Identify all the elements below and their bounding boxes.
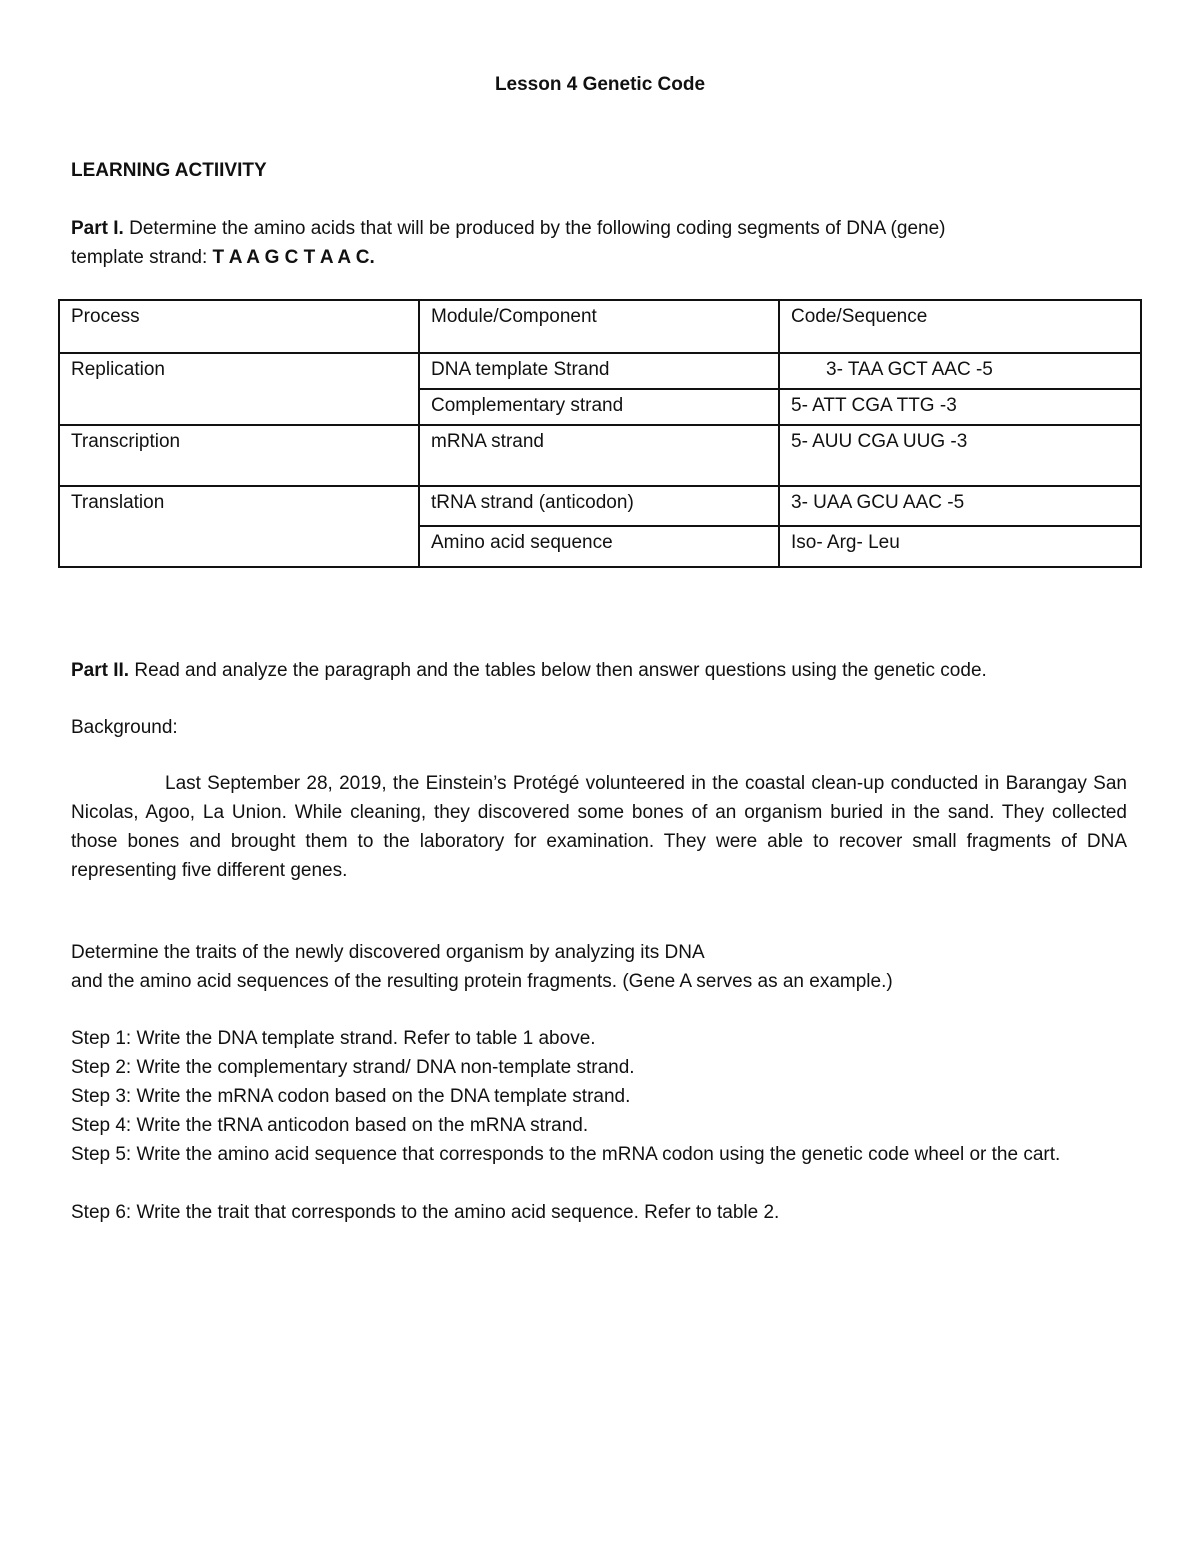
code-cell: Iso- Arg- Leu [779,526,1141,567]
part2-instructions [71,656,1127,685]
part1-instructions [71,214,1127,272]
page-title: Lesson 4 Genetic Code [494,74,706,95]
step-item: Step 3: Write the mRNA codon based on the DNA template strand. [71,1086,631,1107]
table-row [59,425,1141,486]
part2-text: Read and analyze the paragraph and the tables below then answer questions using the genetic code. [129,660,987,681]
steps-list [71,1024,1127,1227]
determine-line-1: Determine the traits of the newly discovered organism by analyzing its DNA [71,942,705,963]
genetic-code-table [58,299,1142,568]
background-label: Background: [71,717,178,738]
step-item: Step 4: Write the tRNA anticodon based on the mRNA strand. [71,1115,589,1136]
code-cell: 3- UAA GCU AAC -5 [779,486,1141,526]
part1-text: Determine the amino acids that will be produced by the following coding segments of DNA (gene) [123,218,946,239]
determine-line-2: and the amino acid sequences of the resulting protein fragments. (Gene A serves as an example.) [71,971,893,992]
step-item: Step 1: Write the DNA template strand. Refer to table 1 above. [71,1028,596,1049]
component-cell: Complementary strand [419,389,779,425]
part2-label: Part II. [71,660,130,681]
step-item: Step 2: Write the complementary strand/ DNA non-template strand. [71,1057,635,1078]
process-transcription: Transcription [59,425,419,486]
process-replication: Replication [59,353,419,425]
part1-label: Part I. [71,218,124,239]
header-code: Code/Sequence [779,300,1141,353]
table-row [59,486,1141,526]
step-item: Step 6: Write the trait that corresponds to the amino acid sequence. Refer to table 2. [71,1202,780,1223]
template-strand: T A A G C T A A C. [212,247,375,268]
header-component: Module/Component [419,300,779,353]
code-cell: 3- TAA GCT AAC -5 [779,353,1141,389]
process-translation: Translation [59,486,419,567]
header-process: Process [59,300,419,353]
code-cell: 5- ATT CGA TTG -3 [779,389,1141,425]
background-paragraph: Last September 28, 2019, the Einstein’s Protégé volunteered in the coastal clean-up conducted in Barangay San Nicolas, Agoo, La Union. While cleaning, they discovered some bones of an organism buried in the sand. They collected those bones and brought them to the laboratory for examination. They were able to recover small fragments of DNA representing five different genes. [71,773,1127,881]
section-heading: LEARNING ACTIIVITY [71,160,267,181]
component-cell: mRNA strand [419,425,779,486]
part1-text-prefix: template strand: [71,247,213,268]
table-row [59,353,1141,389]
code-cell: 5- AUU CGA UUG -3 [779,425,1141,486]
table-header-row [59,300,1141,353]
step-item: Step 5: Write the amino acid sequence that corresponds to the mRNA codon using the genetic code wheel or the cart. [71,1144,1061,1165]
component-cell: DNA template Strand [419,353,779,389]
determine-instructions [71,938,1127,996]
component-cell: tRNA strand (anticodon) [419,486,779,526]
component-cell: Amino acid sequence [419,526,779,567]
